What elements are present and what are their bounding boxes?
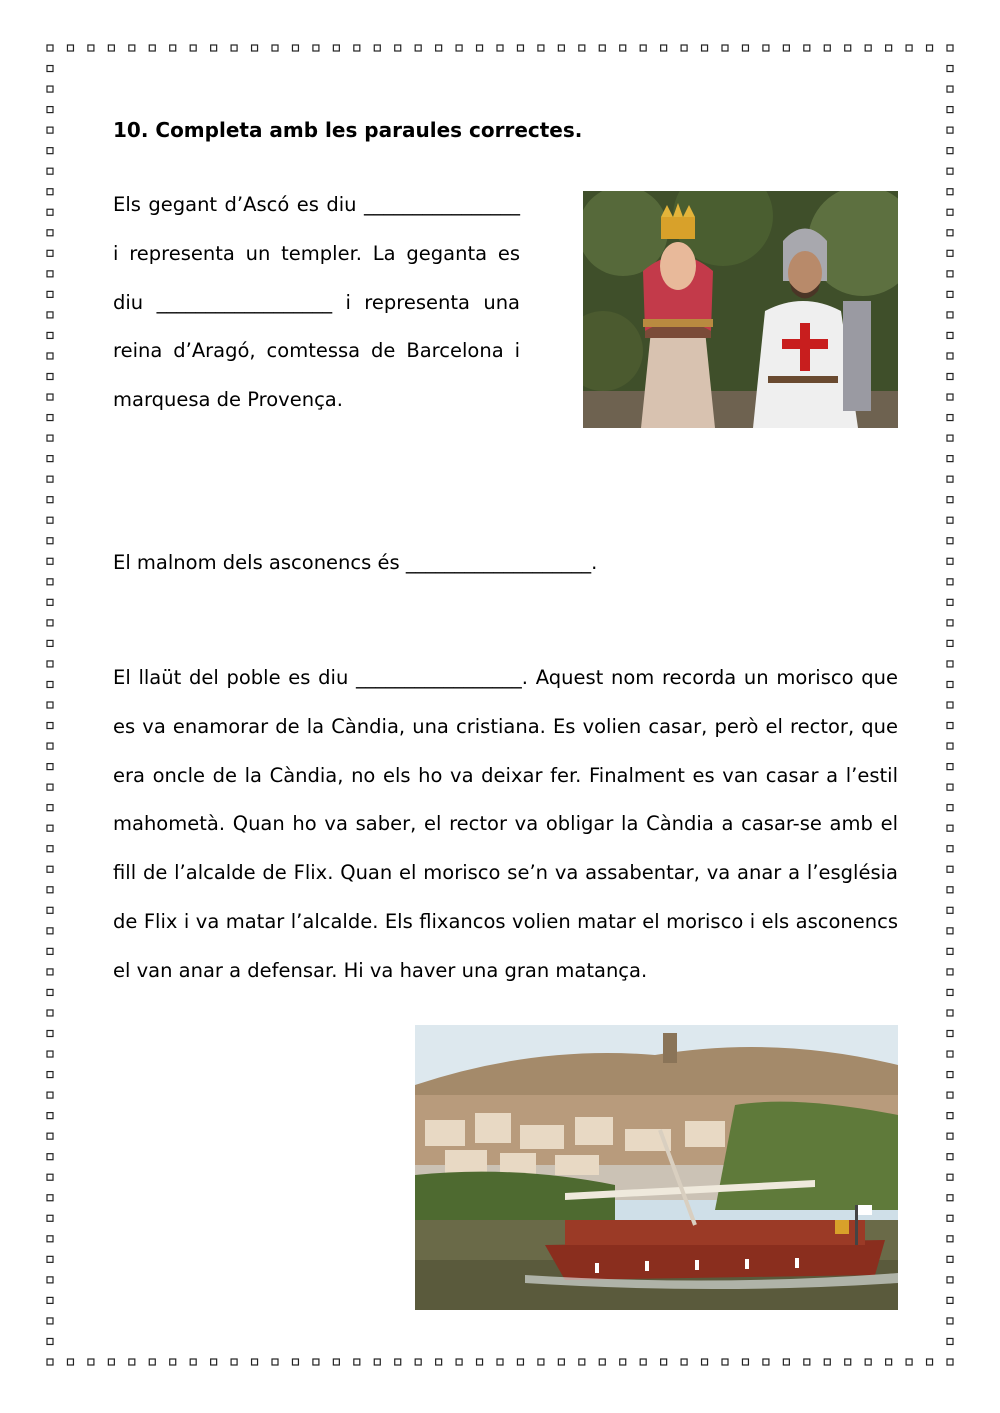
border-square — [947, 86, 953, 92]
border-square — [947, 66, 953, 72]
border-square — [47, 291, 53, 297]
border-square — [231, 1359, 237, 1365]
border-square — [47, 476, 53, 482]
border-square — [47, 209, 53, 215]
border-square — [947, 1297, 953, 1303]
nickname-blank[interactable]: ___________________ — [405, 551, 592, 574]
border-square — [947, 661, 953, 667]
border-square — [947, 620, 953, 626]
border-square — [722, 1359, 728, 1365]
border-square — [231, 45, 237, 51]
border-square — [47, 1318, 53, 1324]
border-square — [947, 599, 953, 605]
border-square — [47, 168, 53, 174]
border-square — [47, 1215, 53, 1221]
border-square — [947, 928, 953, 934]
border-square — [947, 148, 953, 154]
paragraph-giants — [113, 181, 520, 425]
border-square — [47, 497, 53, 503]
border-square — [947, 1133, 953, 1139]
giant-name-blank[interactable]: ________________ — [364, 193, 521, 216]
border-square — [47, 681, 53, 687]
border-square — [47, 271, 53, 277]
border-square — [415, 45, 421, 51]
border-square — [947, 1277, 953, 1283]
border-square — [947, 312, 953, 318]
border-square — [149, 45, 155, 51]
border-square — [47, 312, 53, 318]
border-square — [947, 291, 953, 297]
nickname-text-1: El malnom dels asconencs és — [113, 551, 400, 574]
border-square — [538, 1359, 544, 1365]
border-square — [47, 558, 53, 564]
border-square — [292, 45, 298, 51]
border-square — [436, 1359, 442, 1365]
border-square — [47, 723, 53, 729]
border-square — [47, 1113, 53, 1119]
border-square — [824, 1359, 830, 1365]
border-square — [47, 866, 53, 872]
border-square — [47, 1256, 53, 1262]
border-square — [947, 907, 953, 913]
border-square — [47, 989, 53, 995]
border-square — [88, 45, 94, 51]
border-square — [129, 1359, 135, 1365]
border-square — [947, 784, 953, 790]
border-square — [47, 805, 53, 811]
border-square — [947, 948, 953, 954]
border-square — [681, 45, 687, 51]
exercise-heading: 10. Completa amb les paraules correctes. — [113, 118, 583, 142]
border-square — [599, 45, 605, 51]
border-square — [947, 517, 953, 523]
border-square — [333, 45, 339, 51]
border-square — [947, 1236, 953, 1242]
border-square — [783, 1359, 789, 1365]
border-square — [927, 1359, 933, 1365]
border-square — [947, 969, 953, 975]
border-square — [947, 1215, 953, 1221]
border-square — [681, 1359, 687, 1365]
border-square — [947, 989, 953, 995]
border-square — [313, 45, 319, 51]
border-square — [947, 1195, 953, 1201]
border-square — [579, 1359, 585, 1365]
border-square — [947, 887, 953, 893]
border-square — [742, 1359, 748, 1365]
border-square — [947, 1256, 953, 1262]
border-square — [47, 661, 53, 667]
border-square — [497, 1359, 503, 1365]
boat-text-1: El llaüt del poble es diu — [113, 666, 349, 689]
border-square — [170, 45, 176, 51]
border-square — [47, 456, 53, 462]
boat-photo — [415, 1025, 898, 1310]
border-square — [47, 948, 53, 954]
border-square — [947, 353, 953, 359]
border-square — [47, 127, 53, 133]
border-square — [947, 764, 953, 770]
border-square — [947, 168, 953, 174]
border-square — [947, 1072, 953, 1078]
border-square — [47, 1297, 53, 1303]
border-square — [517, 45, 523, 51]
giants-text-2: i representa un templer. La geganta es diu — [113, 241, 520, 314]
border-square — [47, 887, 53, 893]
border-square — [47, 250, 53, 256]
border-square — [947, 681, 953, 687]
border-square — [497, 45, 503, 51]
border-square — [108, 45, 114, 51]
border-square — [67, 45, 73, 51]
border-square — [947, 1031, 953, 1037]
border-square — [947, 497, 953, 503]
border-square — [47, 394, 53, 400]
paragraph-boat — [113, 654, 898, 996]
border-square — [947, 394, 953, 400]
border-square — [845, 45, 851, 51]
border-square — [354, 45, 360, 51]
nickname-text-2: . — [591, 551, 598, 574]
border-square — [640, 1359, 646, 1365]
border-square — [947, 374, 953, 380]
border-square — [947, 230, 953, 236]
border-square — [47, 969, 53, 975]
border-square — [395, 45, 401, 51]
border-square — [947, 702, 953, 708]
border-square — [722, 45, 728, 51]
border-square — [947, 45, 953, 51]
border-square — [47, 1359, 53, 1365]
border-square — [252, 1359, 258, 1365]
border-square — [947, 476, 953, 482]
border-square — [190, 45, 196, 51]
border-square — [436, 45, 442, 51]
border-square — [824, 45, 830, 51]
giantess-name-blank[interactable]: __________________ — [156, 290, 333, 314]
border-square — [47, 86, 53, 92]
border-square — [47, 1010, 53, 1016]
border-square — [47, 517, 53, 523]
border-square — [170, 1359, 176, 1365]
border-square — [947, 805, 953, 811]
border-square — [702, 45, 708, 51]
border-square — [47, 1338, 53, 1344]
border-square — [47, 846, 53, 852]
border-square — [538, 45, 544, 51]
border-square — [947, 579, 953, 585]
border-square — [947, 250, 953, 256]
border-square — [47, 620, 53, 626]
border-square — [190, 1359, 196, 1365]
border-square — [456, 45, 462, 51]
border-square — [211, 45, 217, 51]
border-square — [47, 640, 53, 646]
border-square — [558, 45, 564, 51]
border-square — [47, 579, 53, 585]
border-square — [252, 45, 258, 51]
border-square — [906, 45, 912, 51]
border-square — [620, 1359, 626, 1365]
border-square — [47, 784, 53, 790]
border-square — [947, 538, 953, 544]
border-square — [947, 189, 953, 195]
border-square — [661, 45, 667, 51]
border-square — [947, 558, 953, 564]
border-square — [47, 107, 53, 113]
border-square — [947, 825, 953, 831]
border-square — [640, 45, 646, 51]
border-square — [702, 1359, 708, 1365]
border-square — [272, 1359, 278, 1365]
border-square — [47, 332, 53, 338]
border-square — [804, 1359, 810, 1365]
border-square — [947, 1338, 953, 1344]
border-square — [47, 45, 53, 51]
border-square — [129, 45, 135, 51]
border-square — [620, 45, 626, 51]
border-square — [947, 723, 953, 729]
border-square — [47, 702, 53, 708]
border-square — [947, 1113, 953, 1119]
border-square — [906, 1359, 912, 1365]
paragraph-nickname — [113, 539, 913, 588]
border-square — [661, 1359, 667, 1365]
border-square — [947, 435, 953, 441]
border-square — [947, 415, 953, 421]
border-square — [947, 1154, 953, 1160]
border-square — [783, 45, 789, 51]
border-square — [742, 45, 748, 51]
border-square — [763, 45, 769, 51]
border-square — [354, 1359, 360, 1365]
border-square — [947, 846, 953, 852]
border-square — [47, 148, 53, 154]
border-square — [456, 1359, 462, 1365]
border-square — [47, 374, 53, 380]
border-square — [149, 1359, 155, 1365]
border-square — [47, 230, 53, 236]
border-square — [47, 1051, 53, 1057]
border-square — [947, 743, 953, 749]
border-square — [927, 45, 933, 51]
border-square — [47, 1236, 53, 1242]
border-square — [947, 1318, 953, 1324]
giants-text-3: i representa una reina d’Aragó, comtessa de Barcelona i marquesa de Provença. — [113, 290, 521, 412]
border-square — [88, 1359, 94, 1365]
border-square — [47, 1195, 53, 1201]
border-square — [47, 189, 53, 195]
border-square — [947, 127, 953, 133]
border-square — [395, 1359, 401, 1365]
border-square — [886, 1359, 892, 1365]
border-square — [947, 209, 953, 215]
border-square — [947, 640, 953, 646]
border-square — [47, 1092, 53, 1098]
border-square — [804, 45, 810, 51]
border-square — [47, 1174, 53, 1180]
border-square — [374, 1359, 380, 1365]
border-square — [47, 1154, 53, 1160]
border-square — [272, 45, 278, 51]
border-square — [47, 764, 53, 770]
border-square — [211, 1359, 217, 1365]
border-square — [374, 45, 380, 51]
border-square — [579, 45, 585, 51]
border-square — [477, 45, 483, 51]
border-square — [333, 1359, 339, 1365]
border-square — [865, 45, 871, 51]
border-square — [47, 435, 53, 441]
border-square — [47, 1133, 53, 1139]
border-square — [947, 271, 953, 277]
border-square — [886, 45, 892, 51]
border-square — [477, 1359, 483, 1365]
border-square — [947, 1359, 953, 1365]
border-square — [47, 1072, 53, 1078]
border-square — [108, 1359, 114, 1365]
border-square — [47, 538, 53, 544]
border-square — [947, 332, 953, 338]
border-square — [67, 1359, 73, 1365]
border-square — [47, 66, 53, 72]
border-square — [763, 1359, 769, 1365]
border-square — [947, 1174, 953, 1180]
border-square — [47, 353, 53, 359]
border-square — [947, 1092, 953, 1098]
border-square — [947, 107, 953, 113]
border-square — [947, 866, 953, 872]
boat-text-2: . Aquest nom recorda un morisco que es va enamorar de la Càndia, una cristiana. Es volien casar, però el rector, que era oncle de la Càndia, no els ho va deixar fer. Finalment es van casar a l’estil mahometà. Quan ho va saber, el rector va obligar la Càndia a casar-se amb el fill de l’alcalde de Flix. Quan el morisco se’n va assabentar, va anar a l’església de Flix i va matar l’alcalde. Els flixancos volien matar el morisco i els asconencs el van anar a defensar. Hi va haver una gran matança. — [113, 666, 898, 982]
border-square — [947, 1010, 953, 1016]
border-square — [47, 928, 53, 934]
border-square — [517, 1359, 523, 1365]
giants-photo — [583, 191, 898, 428]
border-square — [47, 599, 53, 605]
border-square — [947, 456, 953, 462]
border-square — [47, 1031, 53, 1037]
boat-name-blank[interactable]: _________________ — [356, 666, 522, 689]
border-square — [47, 907, 53, 913]
border-square — [865, 1359, 871, 1365]
border-square — [415, 1359, 421, 1365]
border-square — [47, 415, 53, 421]
border-square — [947, 1051, 953, 1057]
border-square — [558, 1359, 564, 1365]
border-square — [845, 1359, 851, 1365]
border-square — [599, 1359, 605, 1365]
border-square — [47, 1277, 53, 1283]
border-square — [292, 1359, 298, 1365]
giants-text-1: Els gegant d’Ascó es diu — [113, 193, 357, 216]
border-square — [47, 825, 53, 831]
border-square — [313, 1359, 319, 1365]
border-square — [47, 743, 53, 749]
